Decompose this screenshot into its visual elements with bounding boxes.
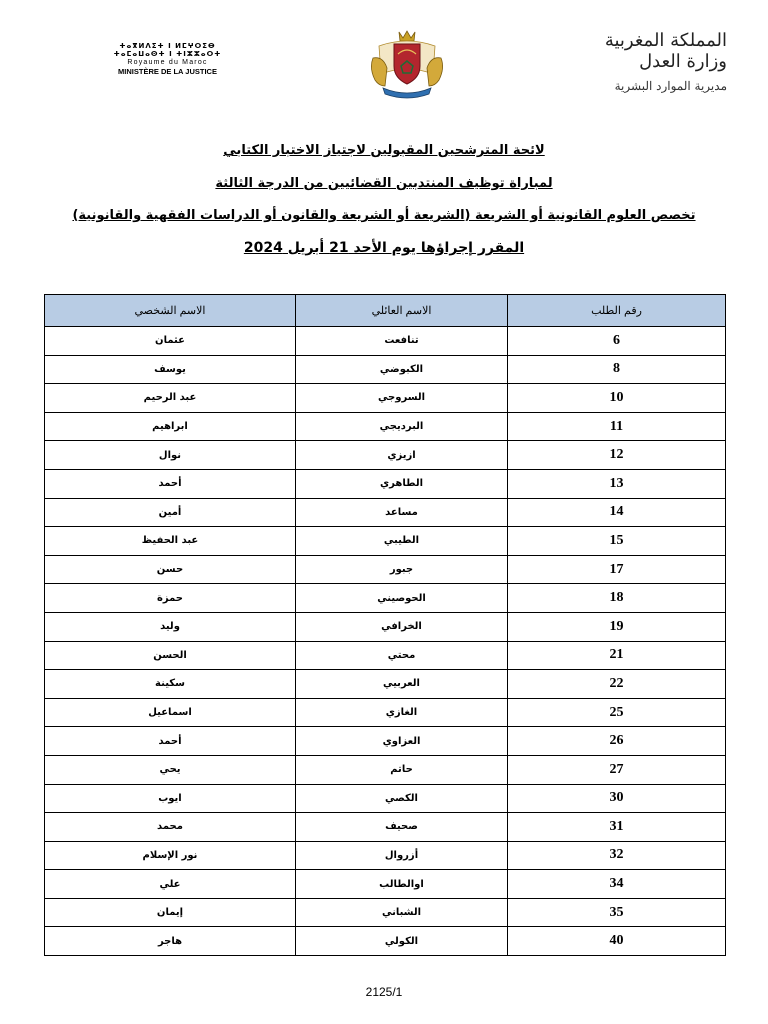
header-application-number: رقم الطلب bbox=[508, 295, 726, 327]
header-family-name: الاسم العائلي bbox=[296, 295, 508, 327]
first-name-cell: أمين bbox=[45, 498, 296, 527]
first-name-cell: إيمان bbox=[45, 898, 296, 927]
kingdom-label: المملكة المغربية bbox=[604, 30, 727, 51]
first-name-cell: أحمد bbox=[45, 469, 296, 498]
table-header-row bbox=[45, 295, 726, 327]
family-name-cell: الشباني bbox=[296, 898, 508, 927]
family-name-cell: الحوصيني bbox=[296, 584, 508, 613]
header-first-name: الاسم الشخصي bbox=[45, 295, 296, 327]
table-row bbox=[45, 355, 726, 384]
family-name-cell: حاتم bbox=[296, 755, 508, 784]
title-line-4: المقرر إجراؤها يوم الأحد 21 أبريل 2024 bbox=[243, 240, 525, 256]
table-row bbox=[45, 670, 726, 699]
first-name-cell: يوسف bbox=[45, 355, 296, 384]
family-name-cell: الكبوضي bbox=[296, 355, 508, 384]
first-name-cell: حمزة bbox=[45, 584, 296, 613]
title-line-3: تخصص العلوم القانونية أو الشريعة (الشريعة أو الشريعة والقانون أو الدراسات الفقهية والقانونية) bbox=[72, 208, 696, 223]
table-row bbox=[45, 584, 726, 613]
table-row bbox=[45, 898, 726, 927]
family-name-cell: العربيي bbox=[296, 670, 508, 699]
first-name-cell: عثمان bbox=[45, 327, 296, 356]
first-name-cell: اسماعيل bbox=[45, 698, 296, 727]
family-name-cell: الغازي bbox=[296, 698, 508, 727]
table-row bbox=[45, 813, 726, 842]
first-name-cell: يحي bbox=[45, 755, 296, 784]
application-number-cell: 17 bbox=[508, 555, 726, 584]
family-name-cell: الكصي bbox=[296, 784, 508, 813]
application-number-cell: 6 bbox=[508, 327, 726, 356]
tifinagh-line-1: ⵜⴰⴳⵍⴷⵉⵜ ⵏ ⵍⵎⵖⵔⵉⴱ bbox=[119, 42, 216, 50]
application-number-cell: 10 bbox=[508, 384, 726, 413]
table-row bbox=[45, 469, 726, 498]
application-number-cell: 13 bbox=[508, 469, 726, 498]
first-name-cell: نوال bbox=[45, 441, 296, 470]
family-name-cell: البرديجي bbox=[296, 412, 508, 441]
family-name-cell: أزروال bbox=[296, 841, 508, 870]
application-number-cell: 26 bbox=[508, 727, 726, 756]
family-name-cell: السروجي bbox=[296, 384, 508, 413]
application-number-cell: 21 bbox=[508, 641, 726, 670]
family-name-cell: مساعد bbox=[296, 498, 508, 527]
title-line-2: لمباراة توظيف المنتدبين القضائيين من الدرجة الثالثة bbox=[215, 176, 553, 191]
family-name-cell: صحيف bbox=[296, 813, 508, 842]
first-name-cell: وليد bbox=[45, 612, 296, 641]
tifinagh-line-2: ⵜⴰⵎⴰⵡⴰⵙⵜ ⵏ ⵜⵏⵣⵣⴰⵔⵜ bbox=[113, 50, 222, 58]
first-name-cell: حسن bbox=[45, 555, 296, 584]
candidates-table bbox=[44, 294, 726, 956]
family-name-cell: جبور bbox=[296, 555, 508, 584]
application-number-cell: 34 bbox=[508, 870, 726, 899]
directorate-label: مديرية الموارد البشرية bbox=[614, 79, 727, 93]
application-number-cell: 40 bbox=[508, 927, 726, 956]
table-row bbox=[45, 641, 726, 670]
first-name-cell: أحمد bbox=[45, 727, 296, 756]
first-name-cell: ابراهيم bbox=[45, 412, 296, 441]
table-row bbox=[45, 870, 726, 899]
table-row bbox=[45, 698, 726, 727]
application-number-cell: 32 bbox=[508, 841, 726, 870]
table-row bbox=[45, 841, 726, 870]
table-row bbox=[45, 327, 726, 356]
table-row bbox=[45, 784, 726, 813]
application-number-cell: 11 bbox=[508, 412, 726, 441]
application-number-cell: 35 bbox=[508, 898, 726, 927]
table-row bbox=[45, 441, 726, 470]
table-row bbox=[45, 612, 726, 641]
ministere-label: MINISTÈRE DE LA JUSTICE bbox=[118, 67, 217, 76]
application-number-cell: 8 bbox=[508, 355, 726, 384]
first-name-cell: علي bbox=[45, 870, 296, 899]
application-number-cell: 22 bbox=[508, 670, 726, 699]
application-number-cell: 12 bbox=[508, 441, 726, 470]
application-number-cell: 30 bbox=[508, 784, 726, 813]
application-number-cell: 27 bbox=[508, 755, 726, 784]
royaume-label: Royaume du Maroc bbox=[127, 59, 208, 66]
first-name-cell: محمد bbox=[45, 813, 296, 842]
application-number-cell: 15 bbox=[508, 527, 726, 556]
title-line-1: لائحة المترشحين المقبولين لاجتياز الاختبار الكتابي bbox=[223, 143, 545, 158]
table-row bbox=[45, 412, 726, 441]
first-name-cell: ايوب bbox=[45, 784, 296, 813]
family-name-cell: الكولي bbox=[296, 927, 508, 956]
application-number-cell: 14 bbox=[508, 498, 726, 527]
application-number-cell: 25 bbox=[508, 698, 726, 727]
family-name-cell: تنافعت bbox=[296, 327, 508, 356]
ministry-logo-block bbox=[110, 42, 225, 76]
family-name-cell: الطاهري bbox=[296, 469, 508, 498]
application-number-cell: 31 bbox=[508, 813, 726, 842]
family-name-cell: محتي bbox=[296, 641, 508, 670]
table-row bbox=[45, 927, 726, 956]
family-name-cell: اوالطالب bbox=[296, 870, 508, 899]
first-name-cell: الحسن bbox=[45, 641, 296, 670]
table-row bbox=[45, 755, 726, 784]
application-number-cell: 18 bbox=[508, 584, 726, 613]
first-name-cell: هاجر bbox=[45, 927, 296, 956]
family-name-cell: العزاوي bbox=[296, 727, 508, 756]
table-row bbox=[45, 498, 726, 527]
family-name-cell: الخرافي bbox=[296, 612, 508, 641]
ministry-label: وزارة العدل bbox=[639, 51, 727, 72]
table-row bbox=[45, 527, 726, 556]
first-name-cell: عبد الرحيم bbox=[45, 384, 296, 413]
first-name-cell: عبد الحفيظ bbox=[45, 527, 296, 556]
page-number: 2125/1 bbox=[365, 985, 403, 999]
first-name-cell: نور الإسلام bbox=[45, 841, 296, 870]
first-name-cell: سكينة bbox=[45, 670, 296, 699]
moroccan-coat-of-arms-icon bbox=[365, 28, 449, 100]
family-name-cell: الطيبي bbox=[296, 527, 508, 556]
application-number-cell: 19 bbox=[508, 612, 726, 641]
table-row bbox=[45, 384, 726, 413]
ministry-arabic-header bbox=[592, 30, 727, 94]
table-row bbox=[45, 727, 726, 756]
family-name-cell: ازيزي bbox=[296, 441, 508, 470]
table-row bbox=[45, 555, 726, 584]
